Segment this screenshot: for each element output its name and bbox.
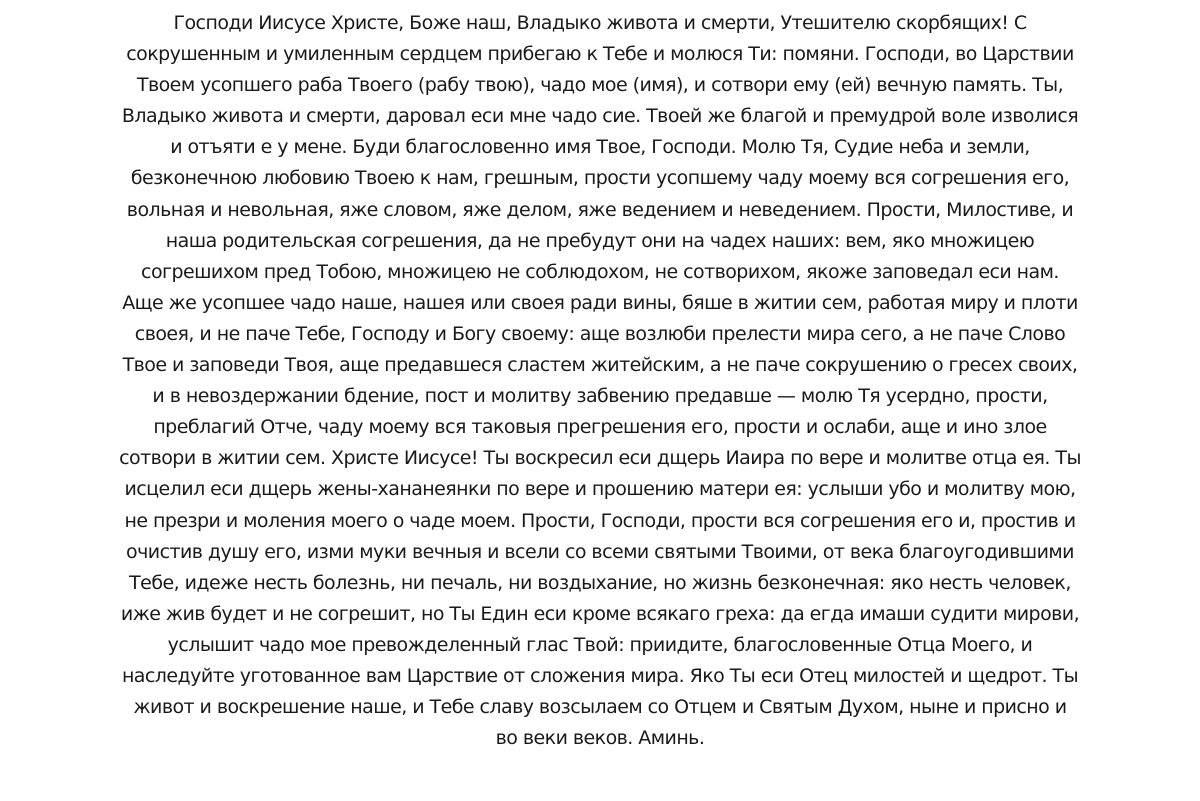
text-line: наследуйте уготованное вам Царствие от сложения мира. Яко Ты еси Отец милостей и щедрот. Ты	[121, 664, 1079, 687]
text-line: услышит чадо мое превожделенный глас Твой: приидите, благословенные Отца Моего, и	[167, 633, 1033, 656]
text-line: Твое и заповеди Твоя, аще предавшеся сластем житейским, а не паче сокрушению о гресех своих,	[122, 354, 1078, 377]
text-line: исцелил еси дщерь жены-хананеянки по вере и прошению матери ея: услыши убо и молитву мою,	[124, 478, 1076, 501]
text-line: очистив душу его, изми муки вечныя и всели со всеми святыми Твоими, от века благоугодившими	[126, 540, 1074, 563]
text-line: вольная и невольная, яже словом, яже делом, яже ведением и неведением. Прости, Милостиве, и	[126, 198, 1074, 221]
text-line: Господи Иисусе Христе, Боже наш, Владыко живота и смерти, Утешителю скорбящих! С	[173, 12, 1027, 34]
text-line: живот и воскрешение наше, и Тебе славу возсылаем со Отцем и Святым Духом, ныне и присно и	[133, 696, 1067, 719]
text-line: преблагий Отче, чаду моему вся таковыя прегрешения его, прости и ослаби, аще и ино злое	[153, 416, 1047, 439]
text-line: своея, и не паче Тебе, Господу и Богу своему: аще возлюби прелести мира сего, а не паче Слово	[134, 322, 1066, 345]
text-line: Аще же усопшее чадо наше, нашея или своея ради вины, бяше в житии сем, работая миру и плоти	[122, 291, 1078, 314]
prayer-text	[0, 8, 1200, 754]
text-line: не презри и моления моего о чаде моем. Прости, Господи, прости вся согрешения его и, простив и	[124, 509, 1076, 532]
text-line: во веки веков. Аминь.	[495, 727, 705, 750]
text-line: согрешихом пред Тобою, множицею не соблюдохом, не сотворихом, якоже заповедал еси нам.	[141, 260, 1059, 283]
text-line: Твоем усопшего раба Твоего (рабу твою), чадо мое (имя), и сотвори ему (ей) вечную память. Ты,	[136, 74, 1064, 97]
text-line: Тебе, идеже несть болезнь, ни печаль, ни воздыхание, но жизнь безконечная: яко несть человек,	[129, 571, 1071, 594]
text-line: Владыко живота и смерти, даровал еси мне чадо сие. Твоей же благой и премудрой воле изволися	[121, 105, 1079, 128]
text-line: иже жив будет и не согрешит, но Ты Един еси кроме всякаго греха: да егда имаши судити мирови,	[120, 602, 1080, 625]
text-line: безконечною любовию Твоею к нам, грешным, прости усопшему чаду моему вся согрешения его,	[130, 167, 1070, 190]
text-line: наша родительская согрешения, да не пребудут они на чадех наших: вем, яко множицею	[165, 229, 1035, 252]
text-line: и в невоздержании бдение, пост и молитву забвению предавше — молю Тя усердно, прости,	[152, 385, 1048, 408]
text-line: и отъяти е у мене. Буди благословенно имя Твое, Господи. Молю Тя, Судие неба и земли,	[170, 136, 1030, 159]
text-line: сотвори в житии сем. Христе Иисусе! Ты воскресил еси дщерь Иаира по вере и молитве отца ея. Ты	[119, 447, 1081, 470]
text-line: сокрушенным и умиленным сердцем прибегаю к Тебе и молюся Ти: помяни. Господи, во Царствии	[126, 43, 1074, 66]
